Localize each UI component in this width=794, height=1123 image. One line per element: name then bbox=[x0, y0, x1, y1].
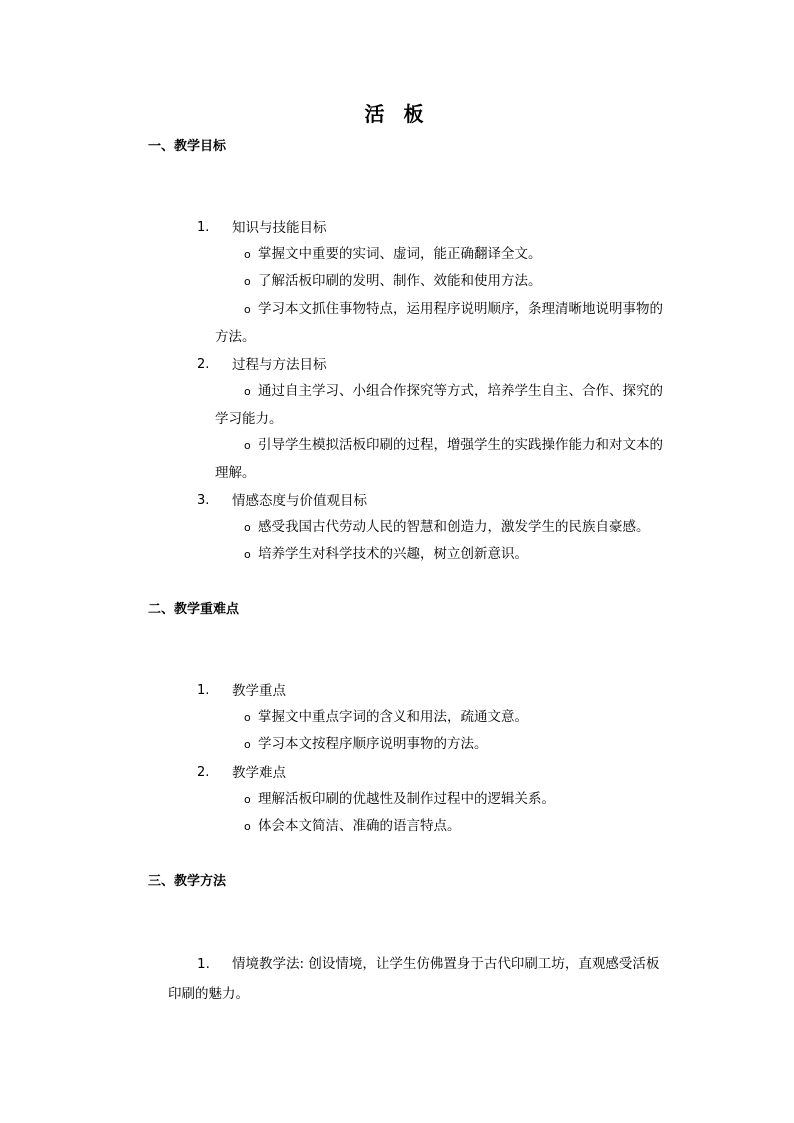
section-heading-objectives: 一、教学目标 bbox=[148, 139, 227, 154]
list-item bbox=[244, 241, 680, 268]
item-label-knowledge-skills: 知识与技能目标 bbox=[232, 220, 327, 236]
list-item bbox=[244, 268, 680, 295]
item-number: 3. bbox=[197, 493, 210, 508]
bullet-text: 了解活板印刷的发明、制作、效能和使用方法。 bbox=[258, 273, 542, 289]
bullet-icon: o bbox=[244, 385, 251, 398]
bullet-continuation: 学习能力。 bbox=[215, 411, 283, 427]
item-label-attitudes-values: 情感态度与价值观目标 bbox=[232, 493, 367, 509]
bullet-icon: o bbox=[244, 711, 251, 724]
list-item bbox=[244, 731, 680, 758]
item-label-process-methods: 过程与方法目标 bbox=[232, 357, 327, 373]
bullet-text: 理解活板印刷的优越性及制作过程中的逻辑关系。 bbox=[258, 791, 555, 807]
item-number: 2. bbox=[197, 357, 210, 372]
list-item bbox=[244, 378, 680, 405]
bullet-text: 引导学生模拟活板印刷的过程，增强学生的实践操作能力和对文本的 bbox=[258, 437, 663, 453]
list-item bbox=[197, 951, 677, 978]
bullet-text: 通过自主学习、小组合作探究等方式，培养学生自主、合作、探究的 bbox=[258, 383, 663, 399]
section-heading-methods: 三、教学方法 bbox=[148, 874, 227, 889]
bullet-continuation: 方法。 bbox=[215, 329, 256, 345]
bullet-text: 体会本文简洁、准确的语言特点。 bbox=[258, 818, 461, 834]
bullet-text: 掌握文中重要的实词、虚词，能正确翻译全文。 bbox=[258, 246, 542, 262]
bullet-icon: o bbox=[244, 275, 251, 288]
list-item bbox=[244, 786, 680, 813]
method-text: 情境教学法: 创设情境，让学生仿佛置身于古代印刷工坊，直观感受活板 bbox=[232, 956, 660, 972]
bullet-continuation: 理解。 bbox=[215, 465, 256, 481]
bullet-text: 培养学生对科学技术的兴趣，树立创新意识。 bbox=[258, 546, 528, 562]
bullet-icon: o bbox=[244, 248, 251, 261]
list-item bbox=[244, 704, 680, 731]
bullet-icon: o bbox=[244, 820, 251, 833]
list-item bbox=[244, 813, 680, 840]
section-heading-key-points: 二、教学重难点 bbox=[148, 602, 240, 617]
bullet-text: 掌握文中重点字词的含义和用法，疏通文意。 bbox=[258, 709, 528, 725]
list-item bbox=[244, 541, 680, 568]
bullet-text: 学习本文抓住事物特点，运用程序说明顺序，条理清晰地说明事物的 bbox=[258, 301, 663, 317]
bullet-icon: o bbox=[244, 521, 251, 534]
bullet-icon: o bbox=[244, 738, 251, 751]
item-label-key-points: 教学重点 bbox=[232, 683, 286, 699]
bullet-text: 感受我国古代劳动人民的智慧和创造力，激发学生的民族自豪感。 bbox=[258, 519, 650, 535]
method-continuation: 印刷的魅力。 bbox=[168, 986, 249, 1002]
item-number: 2. bbox=[197, 765, 210, 780]
list-item bbox=[244, 432, 680, 459]
bullet-icon: o bbox=[244, 303, 251, 316]
page-title: 活 板 bbox=[364, 102, 430, 126]
item-number: 1. bbox=[197, 220, 210, 235]
bullet-icon: o bbox=[244, 548, 251, 561]
bullet-icon: o bbox=[244, 439, 251, 452]
item-label-difficulties: 教学难点 bbox=[232, 765, 286, 781]
list-item bbox=[244, 296, 680, 323]
bullet-icon: o bbox=[244, 793, 251, 806]
list-item bbox=[244, 514, 680, 541]
item-number: 1. bbox=[197, 683, 210, 698]
bullet-text: 学习本文按程序顺序说明事物的方法。 bbox=[258, 736, 488, 752]
item-number: 1. bbox=[197, 956, 210, 972]
